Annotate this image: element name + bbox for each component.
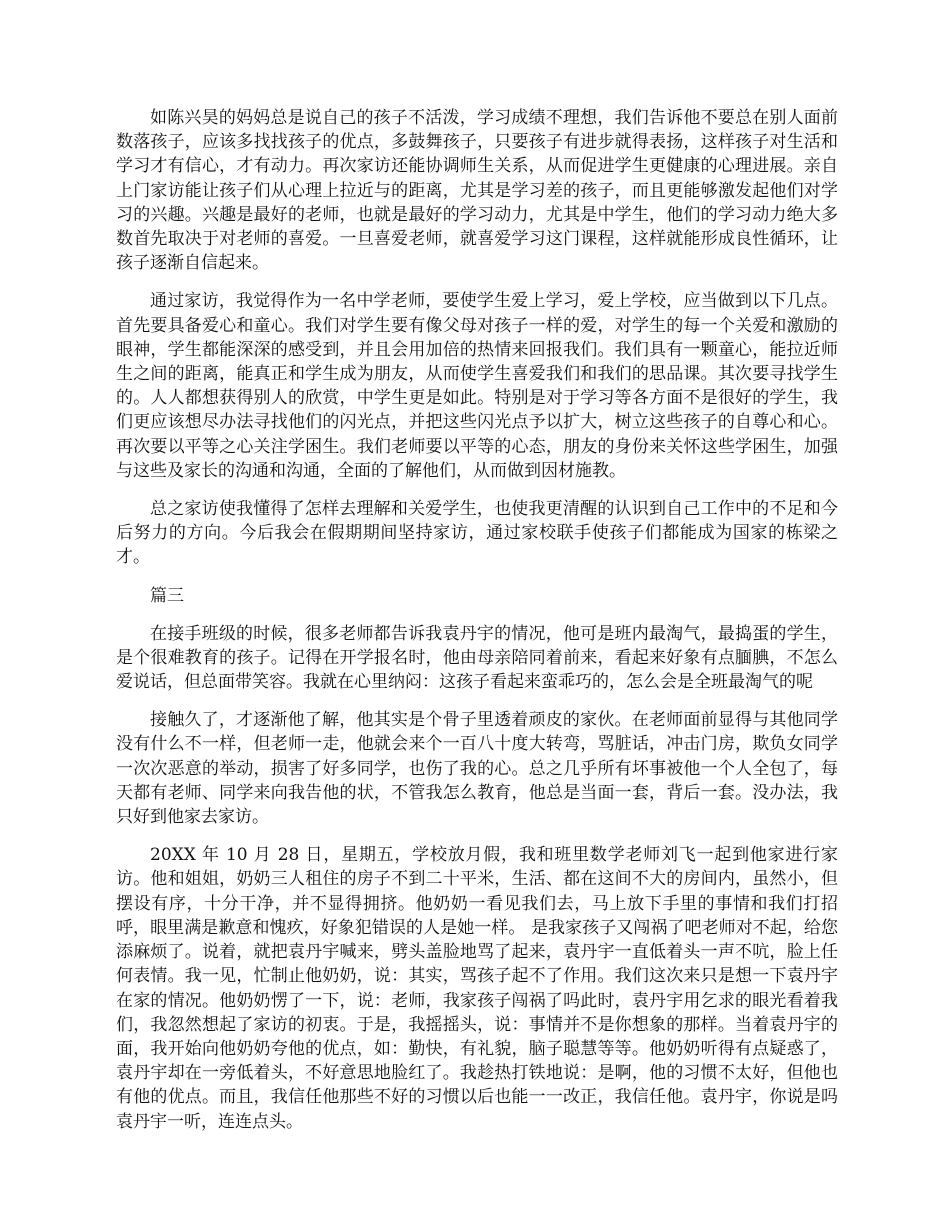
paragraph-conclusion: 总之家访使我懂得了怎样去理解和关爱学生，也使我更清醒的认识到自己工作中的不足和今后努力的方向。今后我会在假期期间坚持家访，通过家校联手使孩子们都能成为国家的栋梁之才。 xyxy=(116,499,838,568)
section-heading: 篇三 xyxy=(150,585,184,606)
paragraph-home-visit: 20XX 年 10 月 28 日，星期五，学校放月假，我和班里数学老师刘飞一起到他家进行家访。他和姐姐，奶奶三人租住的房子不到二十平米，生活、都在这间不大的房间内，虽然小，但摆设有序，十分干净，并不显得拥挤。他奶奶一看见我们去，马上放下手里的事情和我们打招呼，眼里满是歉意和愧疚，好象犯错误的人是她一样。 是我家孩子又闯祸了吧老师对不起，给您添麻烦了。说着，就把袁丹宇喊来，劈头盖脸地骂了起来，袁丹宇一直低着头一声不吭，脸上任何表情。我一见，忙制止他奶奶，说：其实，骂孩子起不了作用。我们这次来只是想一下袁丹宇在家的情况。他奶奶愣了一下，说：老师，我家孩子闯祸了吗此时，袁丹宇用乞求的眼光看着我们，我忽然想起了家访的初衷。于是，我摇摇头，说：事情并不是你想象的那样。当着袁丹宇的面，我开始向他奶奶夸他的优点，如：勤快，有礼貌，脑子聪慧等等。他奶奶听得有点疑惑了，袁丹宇却在一旁低着头，不好意思地脸红了。我趁热打铁地说：是啊，他的习惯不太好，但他也有他的优点。而且，我信任他那些不好的习惯以后也能一一改正，我信任他。袁丹宇，你说是吗 袁丹宇一听，连连点头。 xyxy=(116,845,838,1132)
paragraph-class-intro: 在接手班级的时候，很多老师都告诉我袁丹宇的情况，他可是班内最淘气，最捣蛋的学生，是个很难教育的孩子。记得在开学报名时，他由母亲陪同着前来，看起来好象有点腼腆，不怎么爱说话，但总面带笑容。我就在心里纳闷：这孩子看起来蛮乖巧的，怎么会是全班最淘气的呢 xyxy=(116,623,838,693)
paragraph-parent-communication: 如陈兴昊的妈妈总是说自己的孩子不活泼，学习成绩不理想，我们告诉他不要总在别人面前数落孩子，应该多找找孩子的优点，多鼓舞孩子，只要孩子有进步就得表扬，这样孩子对生活和学习才有信心，才有动力。再次家访还能协调师生关系，从而促进学生更健康的心理进展。亲自上门家访能让孩子们从心理上拉近与的距离，尤其是学习差的孩子，而且更能够激发起他们对学习的兴趣。兴趣是最好的老师，也就是最好的学习动力，尤其是中学生，他们的学习动力绝大多数首先取决于对老师的喜爱。一旦喜爱老师，就喜爱学习这门课程，这样就能形成良性循环，让孩子逐渐自信起来。 xyxy=(116,108,838,274)
document-page xyxy=(116,106,838,1148)
paragraph-student-behavior: 接触久了，才逐渐他了解，他其实是个骨子里透着顽皮的家伙。在老师面前显得与其他同学没有什么不一样，但老师一走，他就会来个一百八十度大转弯，骂脏话，冲击门房，欺负女同学 一次次恶意的举动，损害了好多同学，也伤了我的心。总之几乎所有坏事被他一个人全包了，每天都有老师、同学来向我告他的状，不管我怎么教育，他总是当面一套，背后一套。没办法，我只好到他家去家访。 xyxy=(116,710,838,828)
paragraph-teacher-qualities: 通过家访，我觉得作为一名中学老师，要使学生爱上学习，爱上学校，应当做到以下几点。首先要具备爱心和童心。我们对学生要有像父母对孩子一样的爱，对学生的每一个关爱和激励的眼神，学生都能深深的感受到，并且会用加倍的热情来回报我们。我们具有一颗童心，能拉近师生之间的距离，能真正和学生成为朋友，从而使学生喜爱我们和我们的思品课。其次要寻找学生的。人人都想获得别人的欣赏，中学生更是如此。特别是对于学习等各方面不是很好的学生，我们更应该想尽办法寻找他们的闪光点，并把这些闪光点予以扩大，树立这些孩子的自尊心和心。再次要以平等之心关注学困生。我们老师要以平等的心态，朋友的身份来关怀这些学困生，加强与这些及家长的沟通和沟通，全面的了解他们，从而做到因材施教。 xyxy=(116,291,838,481)
